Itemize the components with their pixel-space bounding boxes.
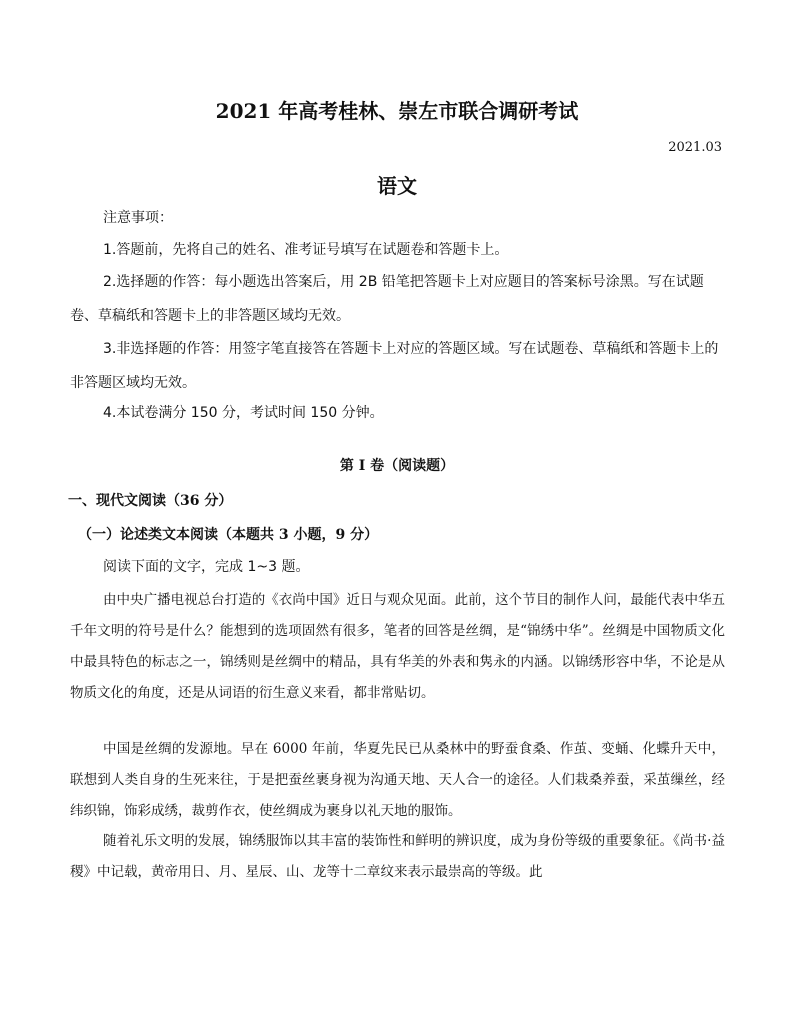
notice-item: 3.非选择题的作答：用签字笔直接答在答题卡上对应的答题区域。写在试题卷、草稿纸和答题卡上的非答题区域均无效。: [70, 341, 719, 391]
part-title: 一、现代文阅读（36 分）: [68, 493, 233, 509]
passage-paragraph: 中国是丝绸的发源地。早在 6000 年前，华夏先民已从桑林中的野蚕食桑、作茧、变蛹、化蝶升天中，联想到人类自身的生死来往，于是把蚕丝裹身视为沟通天地、天人合一的途径。人们栽桑养蚕，采茧缫丝，经纬织锦，饰彩成绣，裁剪作衣，使丝绸成为裹身以礼天地的服饰。: [70, 741, 725, 819]
notice-heading: 注意事项：: [103, 210, 173, 226]
exam-date: 2021.03: [668, 140, 722, 155]
notice-item: 2.选择题的作答：每小题选出答案后，用 2B 铅笔把答题卡上对应题目的答案标号涂黑。写在试题卷、草稿纸和答题卡上的非答题区域均无效。: [70, 274, 704, 324]
passage-paragraph: 随着礼乐文明的发展，锦绣服饰以其丰富的装饰性和鲜明的辨识度，成为身份等级的重要象征。《尚书·益稷》中记载，黄帝用日、月、星辰、山、龙等十二章纹来表示最崇高的等级。此: [70, 833, 725, 880]
passage-paragraph: 由中央广播电视总台打造的《衣尚中国》近日与观众见面。此前，这个节目的制作人问，最能代表中华五千年文明的符号是什么？能想到的选项固然有很多，笔者的回答是丝绸，是“锦绣中华”。丝绸是中国物质文化中最具特色的标志之一，锦绣则是丝绸中的精品，具有华美的外表和隽永的内涵。以锦绣形容中华，不论是从物质文化的角度，还是从词语的衍生意义来看，都非常贴切。: [70, 592, 725, 701]
subject-title: 语文: [377, 174, 417, 198]
notice-item: 1.答题前，先将自己的姓名、准考证号填写在试题卷和答题卡上。: [103, 242, 509, 258]
reading-instruction: 阅读下面的文字，完成 1~3 题。: [103, 559, 310, 575]
subpart-title: （一）论述类文本阅读（本题共 3 小题，9 分）: [78, 527, 379, 543]
notice-item: 4.本试卷满分 150 分，考试时间 150 分钟。: [103, 405, 384, 421]
exam-title: 2021 年高考桂林、崇左市联合调研考试: [215, 99, 579, 123]
section-title: 第 I 卷（阅读题）: [339, 458, 455, 474]
